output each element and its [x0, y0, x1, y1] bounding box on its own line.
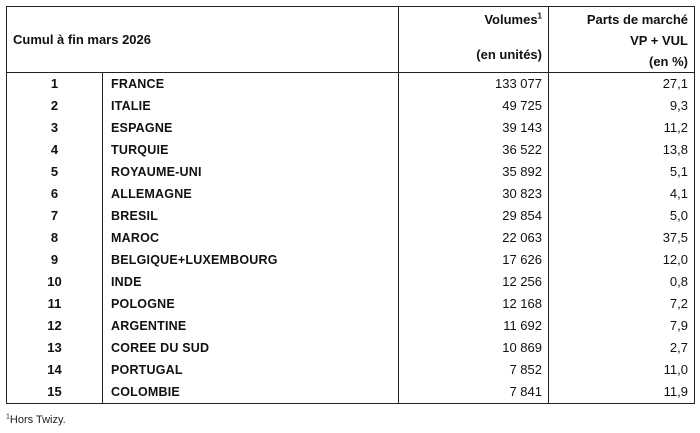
rank-cell: 14: [7, 359, 103, 381]
rank-cell: 3: [7, 117, 103, 139]
share-header: [549, 7, 695, 73]
market-share-table-container: [6, 6, 694, 404]
table-row: [7, 227, 695, 249]
share-unit: (en %): [649, 54, 688, 69]
rank-cell: 10: [7, 271, 103, 293]
volumes-title: [399, 9, 542, 30]
table-row: [7, 117, 695, 139]
share-cell: 37,5: [549, 227, 695, 249]
country-cell: FRANCE: [103, 73, 399, 96]
country-cell: ESPAGNE: [103, 117, 399, 139]
share-cell: 2,7: [549, 337, 695, 359]
table-row: [7, 359, 695, 381]
country-cell: BRESIL: [103, 205, 399, 227]
table-row: [7, 337, 695, 359]
rank-cell: 13: [7, 337, 103, 359]
share-cell: 11,2: [549, 117, 695, 139]
volume-cell: 12 256: [399, 271, 549, 293]
volume-cell: 7 852: [399, 359, 549, 381]
rank-cell: 12: [7, 315, 103, 337]
rank-cell: 6: [7, 183, 103, 205]
period-header: [7, 7, 399, 73]
table-row: [7, 315, 695, 337]
volume-cell: 49 725: [399, 95, 549, 117]
volumes-label: Volumes: [484, 12, 538, 27]
share-cell: 0,8: [549, 271, 695, 293]
share-cell: 4,1: [549, 183, 695, 205]
rank-cell: 2: [7, 95, 103, 117]
rank-cell: 11: [7, 293, 103, 315]
volume-cell: 133 077: [399, 73, 549, 96]
volume-cell: 39 143: [399, 117, 549, 139]
rank-cell: 15: [7, 381, 103, 404]
country-cell: POLOGNE: [103, 293, 399, 315]
table-row: [7, 293, 695, 315]
footnote: [6, 414, 66, 426]
table-row: [7, 183, 695, 205]
country-cell: TURQUIE: [103, 139, 399, 161]
rank-cell: 7: [7, 205, 103, 227]
share-cell: 12,0: [549, 249, 695, 271]
rank-cell: 1: [7, 73, 103, 96]
table-row: [7, 73, 695, 96]
footnote-mark: 1: [6, 413, 10, 421]
table-body: [7, 73, 695, 404]
footnote-text: Hors Twizy.: [9, 414, 66, 426]
share-cell: 9,3: [549, 95, 695, 117]
rank-cell: 5: [7, 161, 103, 183]
volume-cell: 7 841: [399, 381, 549, 404]
rank-cell: 8: [7, 227, 103, 249]
table-row: [7, 161, 695, 183]
volume-cell: 12 168: [399, 293, 549, 315]
volumes-footnote-mark: 1: [537, 11, 542, 21]
share-title-line2: VP + VUL: [630, 33, 688, 48]
period-label: Cumul à fin mars 2026: [13, 31, 151, 47]
table-row: [7, 205, 695, 227]
share-cell: 13,8: [549, 139, 695, 161]
share-cell: 7,9: [549, 315, 695, 337]
table-row: [7, 271, 695, 293]
share-cell: 5,0: [549, 205, 695, 227]
volume-cell: 10 869: [399, 337, 549, 359]
country-cell: COLOMBIE: [103, 381, 399, 404]
rank-cell: 9: [7, 249, 103, 271]
table-header-row: [7, 7, 695, 73]
market-share-table: [6, 6, 695, 404]
volume-cell: 36 522: [399, 139, 549, 161]
volume-cell: 22 063: [399, 227, 549, 249]
volume-cell: 35 892: [399, 161, 549, 183]
share-cell: 7,2: [549, 293, 695, 315]
country-cell: INDE: [103, 271, 399, 293]
table-row: [7, 249, 695, 271]
share-cell: 5,1: [549, 161, 695, 183]
share-title-line1: Parts de marché: [586, 12, 688, 27]
volumes-header: [399, 7, 549, 73]
country-cell: MAROC: [103, 227, 399, 249]
country-cell: PORTUGAL: [103, 359, 399, 381]
volume-cell: 11 692: [399, 315, 549, 337]
country-cell: ITALIE: [103, 95, 399, 117]
table-row: [7, 139, 695, 161]
volume-cell: 30 823: [399, 183, 549, 205]
share-cell: 27,1: [549, 73, 695, 96]
country-cell: BELGIQUE+LUXEMBOURG: [103, 249, 399, 271]
country-cell: ROYAUME-UNI: [103, 161, 399, 183]
volume-cell: 29 854: [399, 205, 549, 227]
share-cell: 11,0: [549, 359, 695, 381]
country-cell: COREE DU SUD: [103, 337, 399, 359]
country-cell: ALLEMAGNE: [103, 183, 399, 205]
share-cell: 11,9: [549, 381, 695, 404]
volumes-unit: (en unités): [476, 47, 542, 62]
volume-cell: 17 626: [399, 249, 549, 271]
rank-cell: 4: [7, 139, 103, 161]
country-cell: ARGENTINE: [103, 315, 399, 337]
table-row: [7, 381, 695, 404]
table-row: [7, 95, 695, 117]
